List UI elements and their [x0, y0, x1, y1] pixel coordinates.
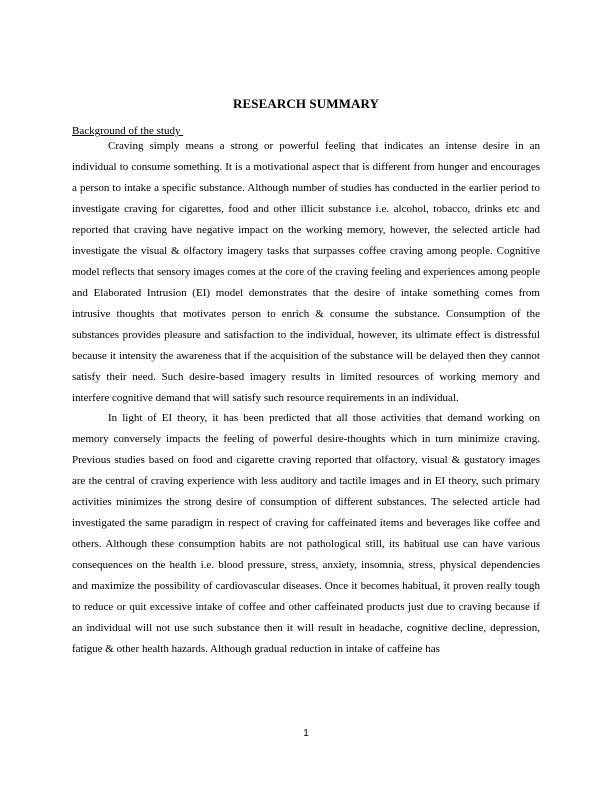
section-heading: Background of the study — [72, 125, 184, 137]
body-paragraph: In light of EI theory, it has been predicted that all those activities that demand working on memory conversely impacts the feeling of powerful desire-thoughts which in turn minimize craving. Previous studies based on food and cigarette craving reported that olfactory, visual & gustatory images are the central of craving experience with less auditory and tactile images and in EI theory, such primary activities minimizes the strong desire of consumption of different substances. The selected article had investigated the same paradigm in respect of craving for caffeinated items and beverages like coffee and others. Although these consumption habits are not pathological still, its habitual use can have various consequences on the health i.e. blood pressure, stress, anxiety, insomnia, stress, physical dependencies and maximize the possibility of cardiovascular diseases. Once it becomes habitual, it proven really tough to reduce or quit excessive intake of coffee and other caffeinated products just due to craving because if an individual will not use such substance then it will result in headache, cognitive decline, depression, fatigue & other health hazards. Although gradual reduction in intake of caffeine has — [72, 412, 540, 655]
page-number: 1 — [303, 728, 309, 739]
body-paragraph: Craving simply means a strong or powerful feeling that indicates an intense desire in an individual to consume something. It is a motivational aspect that is different from hunger and encourages a person to intake a specific substance. Although number of studies has conducted in the earlier period to investigate craving for cigarettes, food and other illicit substance i.e. alcohol, tobacco, drinks etc and reported that craving have negative impact on the working memory, however, the selected article had investigate the visual & olfactory imagery tasks that surpasses coffee craving among people. Cognitive model reflects that sensory images comes at the core of the craving feeling and experiences among people and Elaborated Intrusion (EI) model demonstrates that the desire of intake something comes from intrusive thoughts that motivates person to enrich & consume the substance. Consumption of the substances provides pleasure and satisfaction to the individual, however, its ultimate effect is distressful because it intensity the awareness that if the acquisition of the substance will be delayed then they cannot satisfy their need. Such desire-based imagery results in limited resources of working memory and interfere cognitive demand that will satisfy such resource requirements in an individual. — [72, 140, 540, 404]
page-title: RESEARCH SUMMARY — [233, 96, 379, 111]
